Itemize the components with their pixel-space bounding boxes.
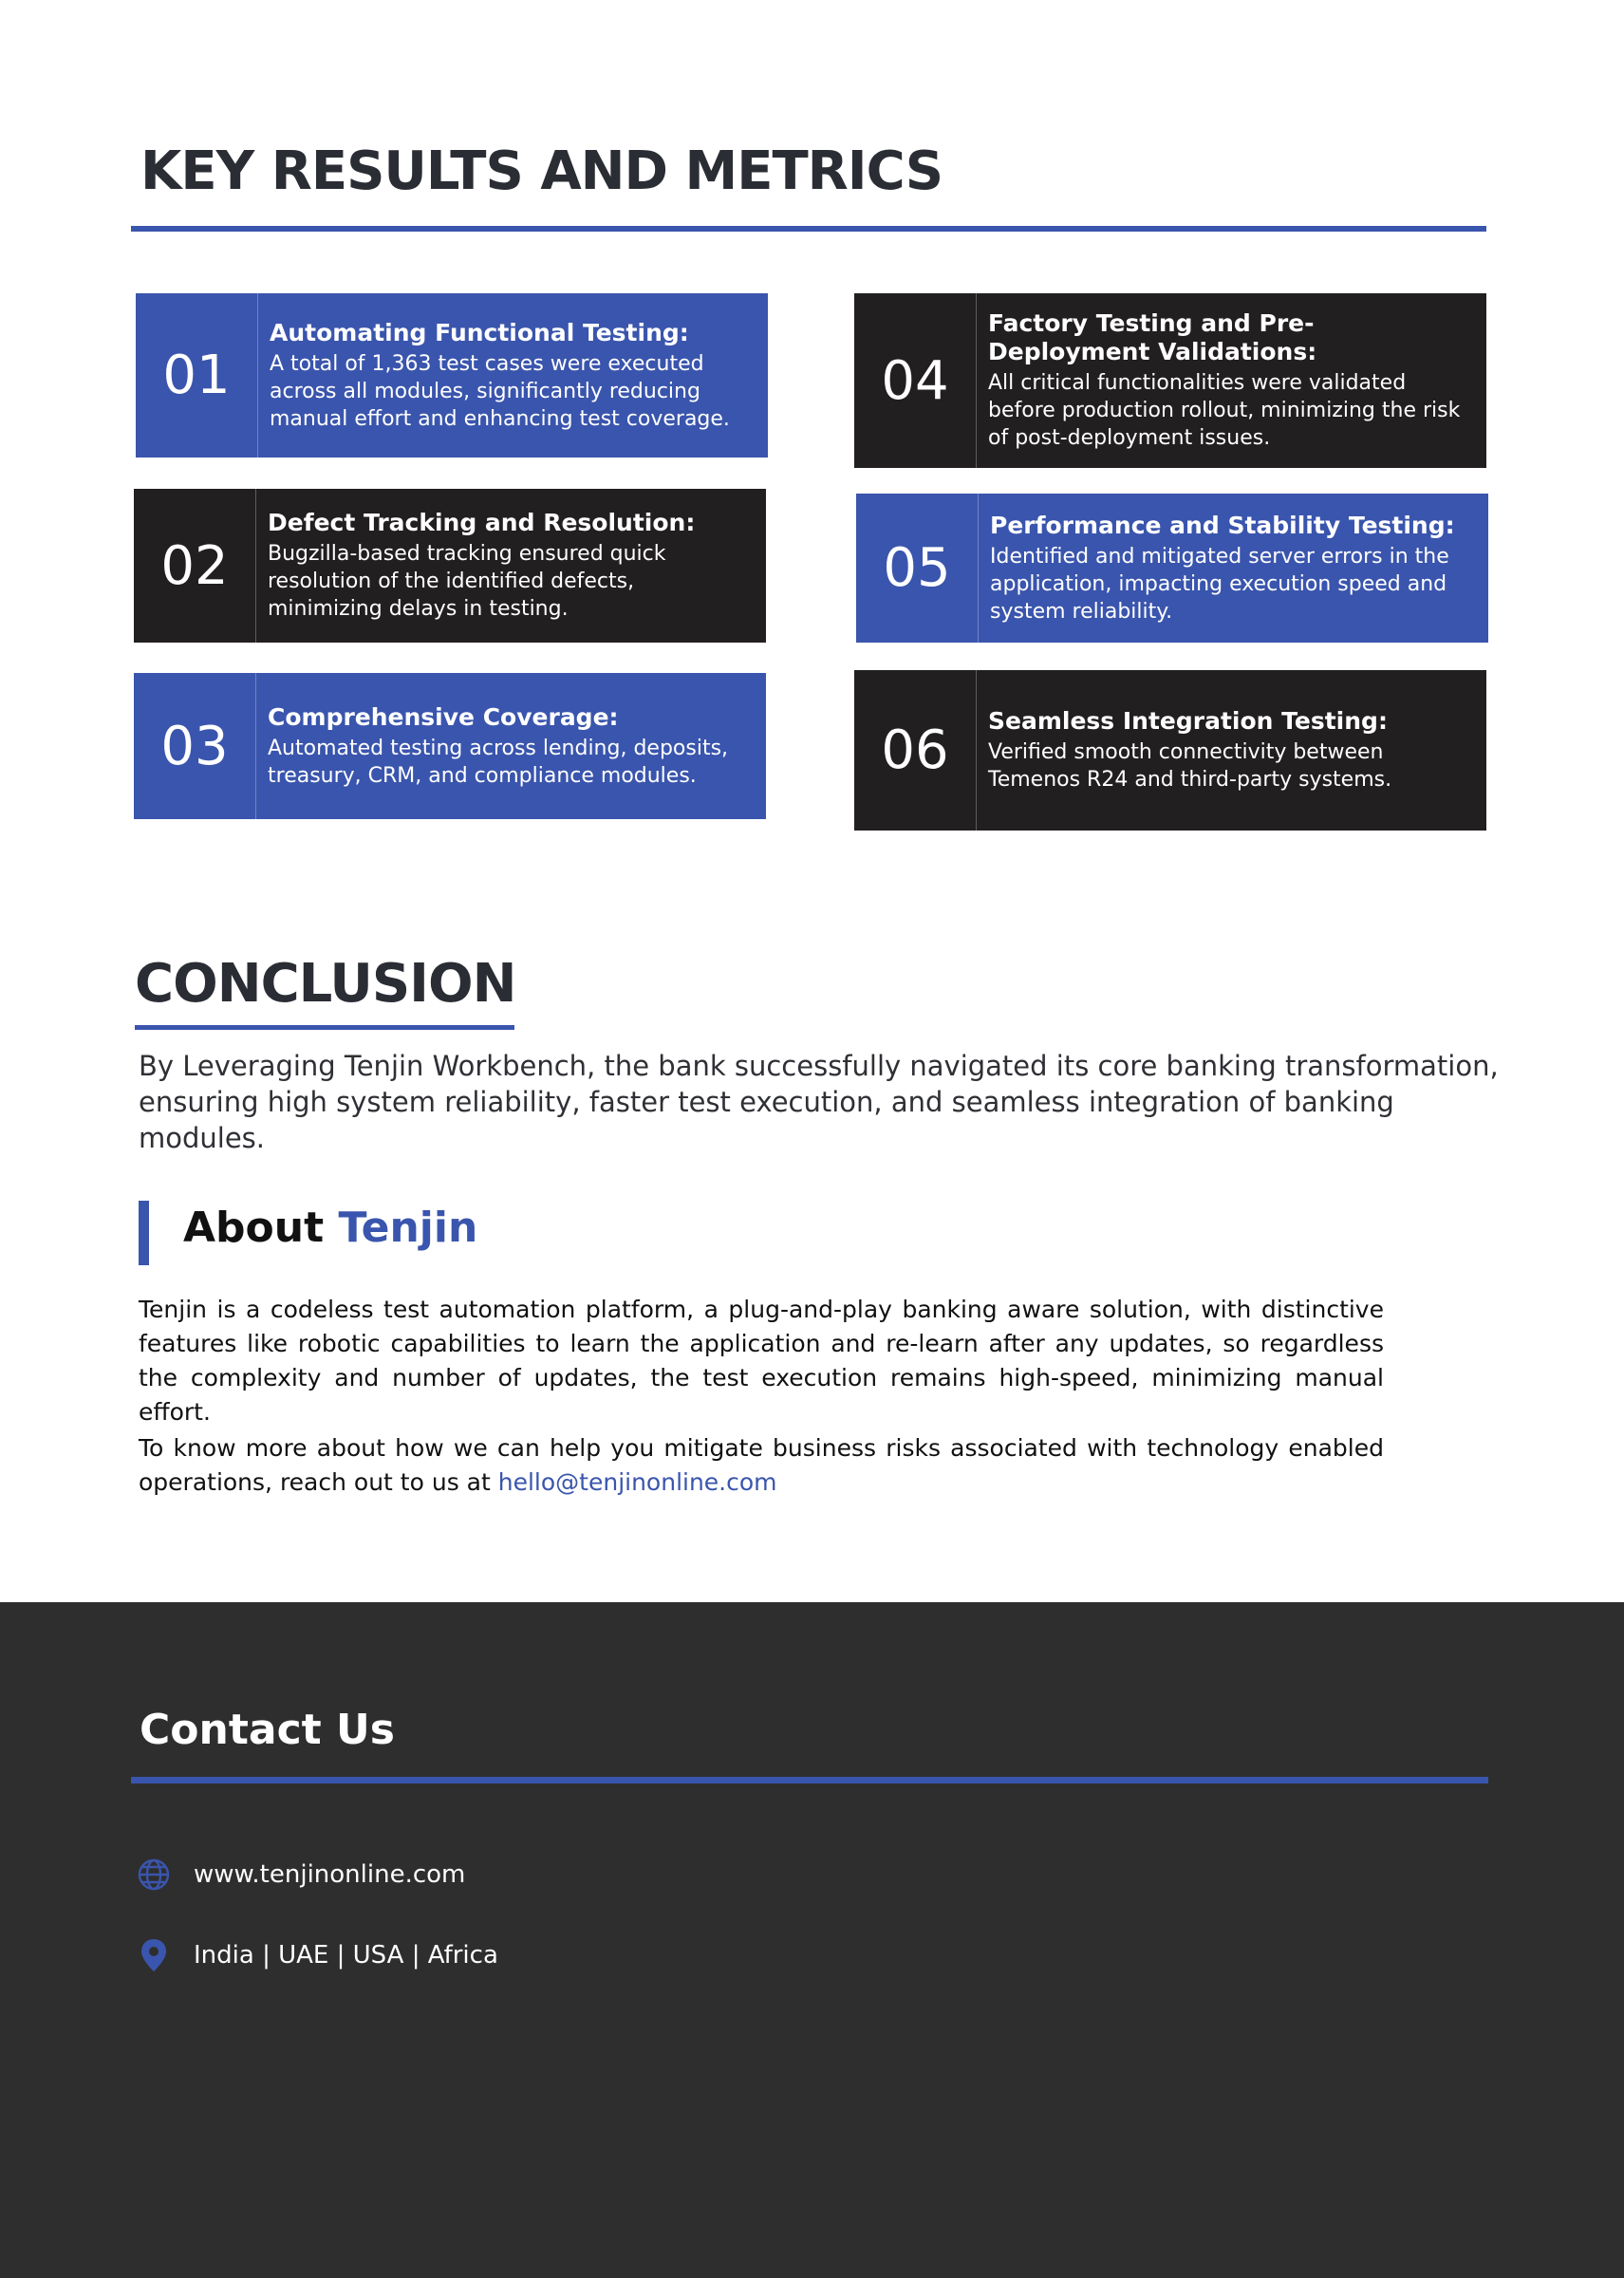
metric-number: 01 <box>136 293 258 457</box>
metric-card-06 <box>854 670 1486 831</box>
metric-number: 06 <box>854 670 977 831</box>
metric-title: Seamless Integration Testing: <box>988 707 1388 735</box>
metric-description: A total of 1,363 test cases were executed across all modules, significantly reducing manual effort and enhancing test coverage. <box>270 351 730 431</box>
metric-number: 05 <box>856 494 979 643</box>
metric-title: Automating Functional Testing: <box>270 318 689 346</box>
globe-icon <box>133 1854 175 1895</box>
metric-title: Factory Testing and Pre-Deployment Validations: <box>988 309 1317 365</box>
conclusion-underline <box>135 1025 514 1030</box>
website-link[interactable]: www.tenjinonline.com <box>194 1860 466 1889</box>
email-link[interactable]: hello@tenjinonline.com <box>497 1468 777 1496</box>
metric-number: 02 <box>134 489 256 643</box>
about-heading-prefix: About <box>183 1204 325 1252</box>
about-paragraph-2-text: To know more about how we can help you mitigate business risks associated with technology enabled operations, reach out to us at <box>139 1434 1384 1496</box>
metric-description: Identified and mitigated server errors in the application, impacting execution speed and system reliability. <box>990 544 1449 624</box>
metric-card-02 <box>134 489 766 643</box>
conclusion-heading: CONCLUSION <box>135 953 516 1015</box>
metric-description: All critical functionalities were validated before production rollout, minimizing the risk of post-deployment issues. <box>988 371 1461 450</box>
metric-card-01 <box>136 293 768 457</box>
key-results-heading: KEY RESULTS AND METRICS <box>140 140 943 202</box>
about-paragraph-1: Tenjin is a codeless test automation platform, a plug-and-play banking aware solution, with distinctive features like robotic capabilities to learn the application and re-learn after any updates, so regardless the complexity and number of updates, the test execution remains high-speed, minimizing manual effort. <box>139 1296 1384 1426</box>
about-heading <box>183 1204 477 1252</box>
metric-card-05 <box>856 494 1488 643</box>
contact-underline <box>131 1777 1488 1783</box>
metric-card-03 <box>134 673 766 819</box>
contact-heading: Contact Us <box>140 1706 395 1754</box>
metric-number: 04 <box>854 293 977 468</box>
metric-number: 03 <box>134 673 256 819</box>
about-accent-bar <box>139 1201 149 1265</box>
metric-title: Performance and Stability Testing: <box>990 511 1455 539</box>
locations-text: India | UAE | USA | Africa <box>194 1941 498 1970</box>
metric-card-04 <box>854 293 1486 468</box>
key-results-underline <box>131 226 1486 232</box>
contact-location-row <box>133 1934 498 1976</box>
metric-title: Defect Tracking and Resolution: <box>268 509 696 536</box>
contact-website-row <box>133 1854 465 1895</box>
metric-description: Automated testing across lending, deposits, treasury, CRM, and compliance modules. <box>268 736 729 788</box>
metric-description: Bugzilla-based tracking ensured quick resolution of the identified defects, minimizing delays in testing. <box>268 542 666 621</box>
metric-title: Comprehensive Coverage: <box>268 702 619 731</box>
map-pin-icon <box>133 1934 175 1976</box>
about-heading-accent: Tenjin <box>338 1204 478 1252</box>
metric-description: Verified smooth connectivity between Temenos R24 and third-party systems. <box>988 740 1392 792</box>
conclusion-text: By Leveraging Tenjin Workbench, the bank successfully navigated its core banking transformation, ensuring high system reliability, faster test execution, and seamless integration of banking modules. <box>139 1050 1499 1154</box>
about-paragraph-2 <box>139 1431 1384 1500</box>
